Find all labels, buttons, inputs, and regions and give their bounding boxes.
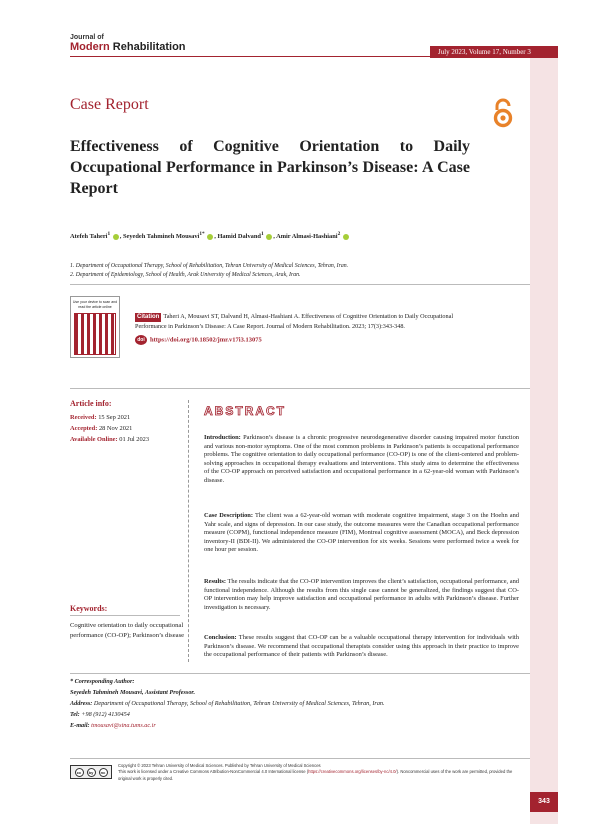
cc-icon: cc xyxy=(75,768,84,777)
online-date: 01 Jul 2023 xyxy=(119,436,150,443)
affiliation-1: 1. Department of Occupational Therapy, School of Rehabilitation, Tehran University of Medical Sciences, Tehran, Iran. xyxy=(70,263,349,269)
journal-name-first: Modern xyxy=(70,41,110,53)
abstract-conclusion-label: Conclusion: xyxy=(204,634,237,641)
email-label: E-mail: xyxy=(70,722,90,729)
online-row xyxy=(70,434,149,445)
doi-line xyxy=(135,335,262,345)
abstract-results xyxy=(204,578,519,612)
header-rule xyxy=(70,56,430,57)
author-sup: 1* xyxy=(199,231,205,237)
orcid-icon[interactable] xyxy=(113,234,119,240)
divider xyxy=(70,284,530,285)
corresponding-address xyxy=(70,700,385,707)
margin-strip xyxy=(530,58,558,824)
qr-caption: Use your device to scan and read the article online xyxy=(72,300,118,309)
license-line xyxy=(118,769,518,782)
abstract-intro-text: Parkinson’s disease is a chronic progressive neurodegenerative disorder causing impaired motor function and various non-motor symptoms. One of the most common problems in Parkinson’s patients is occupational performance problems. The cognitive orientation to daily occupational performance (CO-OP) is one of the client-centered and problem-solving approaches in occupational therapy evaluations and interventions. This study aims to determine the effectiveness of the CO-OP approach on perceived satisfaction and occupational performance in a 62-year-old woman with Parkinson’s disease. xyxy=(204,434,519,484)
author-name: Hamid Dalvand xyxy=(217,233,261,241)
qr-code-box xyxy=(70,296,120,358)
keywords-heading: Keywords: xyxy=(70,604,108,613)
license-link[interactable]: https://creativecommons.org/licenses/by-nc/4.0/ xyxy=(308,769,397,775)
address-label: Address: xyxy=(70,700,93,707)
open-access-icon xyxy=(492,98,514,128)
online-label: Available Online: xyxy=(70,436,118,443)
divider xyxy=(70,388,530,389)
abstract-conclusion xyxy=(204,634,519,660)
author-sup: 1 xyxy=(260,231,264,237)
keywords-text: Cognitive orientation to daily occupational performance (CO-OP); Parkinson’s disease xyxy=(70,622,185,639)
copyright-notice xyxy=(118,763,518,782)
abstract-introduction xyxy=(204,434,519,486)
affiliation-2: 2. Department of Epidemiology, School of Health, Arak University of Medical Sciences, Arak, Iran. xyxy=(70,272,301,278)
tel-text: +98 (912) 4130454 xyxy=(81,711,130,718)
orcid-icon[interactable] xyxy=(266,234,272,240)
abstract-results-text: The results indicate that the CO-OP intervention improves the client’s satisfaction, occupational performance, and functional independence. Although the results from this single case cannot be generalized, the findings suggest that CO-OP intervention may help improve satisfaction and occupational performance in adults with Parkinson’s disease. Further investigation is necessary. xyxy=(204,578,519,611)
accepted-date: 28 Nov 2021 xyxy=(98,425,133,432)
journal-logo xyxy=(70,34,186,53)
journal-name-rest: Rehabilitation xyxy=(112,41,186,53)
corresponding-heading: * Corresponding Author: xyxy=(70,678,135,685)
accepted-label: Accepted: xyxy=(70,425,98,432)
doi-link[interactable]: https://doi.org/10.18502/jmr.v17i3.13075 xyxy=(150,336,262,344)
issue-banner: July 2023, Volume 17, Number 3 xyxy=(430,46,558,58)
email-link[interactable]: tmousavi@sina.tums.ac.ir xyxy=(91,722,156,729)
abstract-conclusion-text: These results suggest that CO-OP can be a valuable occupational therapy intervention for individuals with Parkinson’s disease. We recommend that occupational therapists consider using this approach in their practice to improve the occupational performance of their patients with Parkinson’s disease. xyxy=(204,634,519,659)
abstract-heading: ABSTRACT xyxy=(204,404,286,418)
article-type: Case Report xyxy=(70,96,149,113)
by-icon: by xyxy=(87,768,96,777)
article-dates xyxy=(70,412,149,445)
orcid-icon[interactable] xyxy=(343,234,349,240)
copyright-line: Copyright © 2023 Tehran University of Medical Sciences. Published by Tehran University of Medical Sciences xyxy=(118,763,321,768)
license-post: ). Noncommercial uses of the work are permitted, provided the original work is properly cited. xyxy=(118,769,513,781)
divider xyxy=(70,673,530,674)
received-label: Received: xyxy=(70,414,97,421)
nc-icon: nc xyxy=(99,768,108,777)
divider xyxy=(70,615,180,616)
received-row xyxy=(70,412,149,423)
journal-of-text: Journal of xyxy=(70,34,104,41)
author-sup: 1 xyxy=(107,231,111,237)
author-name: Amir Almasi-Hashiani xyxy=(276,233,338,241)
corresponding-name: Seyedeh Tahmineh Mousavi, Assistant Professor. xyxy=(70,689,196,696)
author-sup: 2 xyxy=(337,231,341,237)
abstract-desc-label: Case Description: xyxy=(204,512,253,519)
divider xyxy=(70,758,530,759)
corresponding-email xyxy=(70,722,156,729)
author-name: Seyedeh Tahmineh Mousavi xyxy=(122,233,200,241)
author-list: Atefeh Taheri$^1$ , Seyedeh Tahmineh Mousavi$^{1*}$ , Hamid Dalvand$^1$ , Amir Almasi-Hashiani$^2$ xyxy=(70,231,530,240)
tel-label: Tel: xyxy=(70,711,80,718)
citation-label: Citation xyxy=(137,314,160,320)
citation-body: Taheri A, Mousavi ST, Dalvand H, Almasi-Hashiani A. Effectiveness of Cognitive Orientation to Daily Occupational Performance in Parkinson’s Disease: A Case Report. Journal of Modern Rehabilitation. 2023; 17(3):343-348. xyxy=(135,313,454,330)
abstract-desc-text: The client was a 62-year-old woman with moderate cognitive impairment, stage 3 on the Hoehn and Yahr scale, and signs of depression. In our case study, the outcome measures were the Canadian occupational performance measure (COPM), functional independence measure (FIM), Montreal cognitive assessment (MOCA), and Beck depression inventory-II (BDI-II). We administered the CO-OP intervention for six weeks. Sessions were performed twice a week for one hour per session. xyxy=(204,512,519,554)
accepted-row xyxy=(70,423,149,434)
cc-license-badge[interactable] xyxy=(70,765,112,779)
abstract-intro-label: Introduction: xyxy=(204,434,241,441)
journal-name xyxy=(70,42,186,53)
doi-icon: doi xyxy=(135,335,147,345)
address-text: Department of Occupational Therapy, School of Rehabilitation, Tehran University of Medical Sciences, Tehran, Iran. xyxy=(93,700,385,707)
article-info-heading: Article info: xyxy=(70,399,112,408)
corresponding-tel xyxy=(70,711,130,718)
author-name: Atefeh Taheri xyxy=(70,233,108,241)
column-divider xyxy=(188,400,189,662)
abstract-case-description xyxy=(204,512,519,555)
article-title: Effectiveness of Cognitive Orientation to Daily Occupational Performance in Parkinson’s Disease: A Case Report xyxy=(70,138,470,197)
abstract-results-label: Results: xyxy=(204,578,227,585)
received-date: 15 Sep 2021 xyxy=(98,414,131,421)
page-number: 343 xyxy=(530,792,558,812)
orcid-icon[interactable] xyxy=(207,234,213,240)
license-pre: This work is licensed under a Creative Commons Attribution-NonCommercial 4.0 International license ( xyxy=(118,769,309,775)
citation-text xyxy=(135,312,475,331)
qr-code-icon[interactable] xyxy=(74,313,116,355)
